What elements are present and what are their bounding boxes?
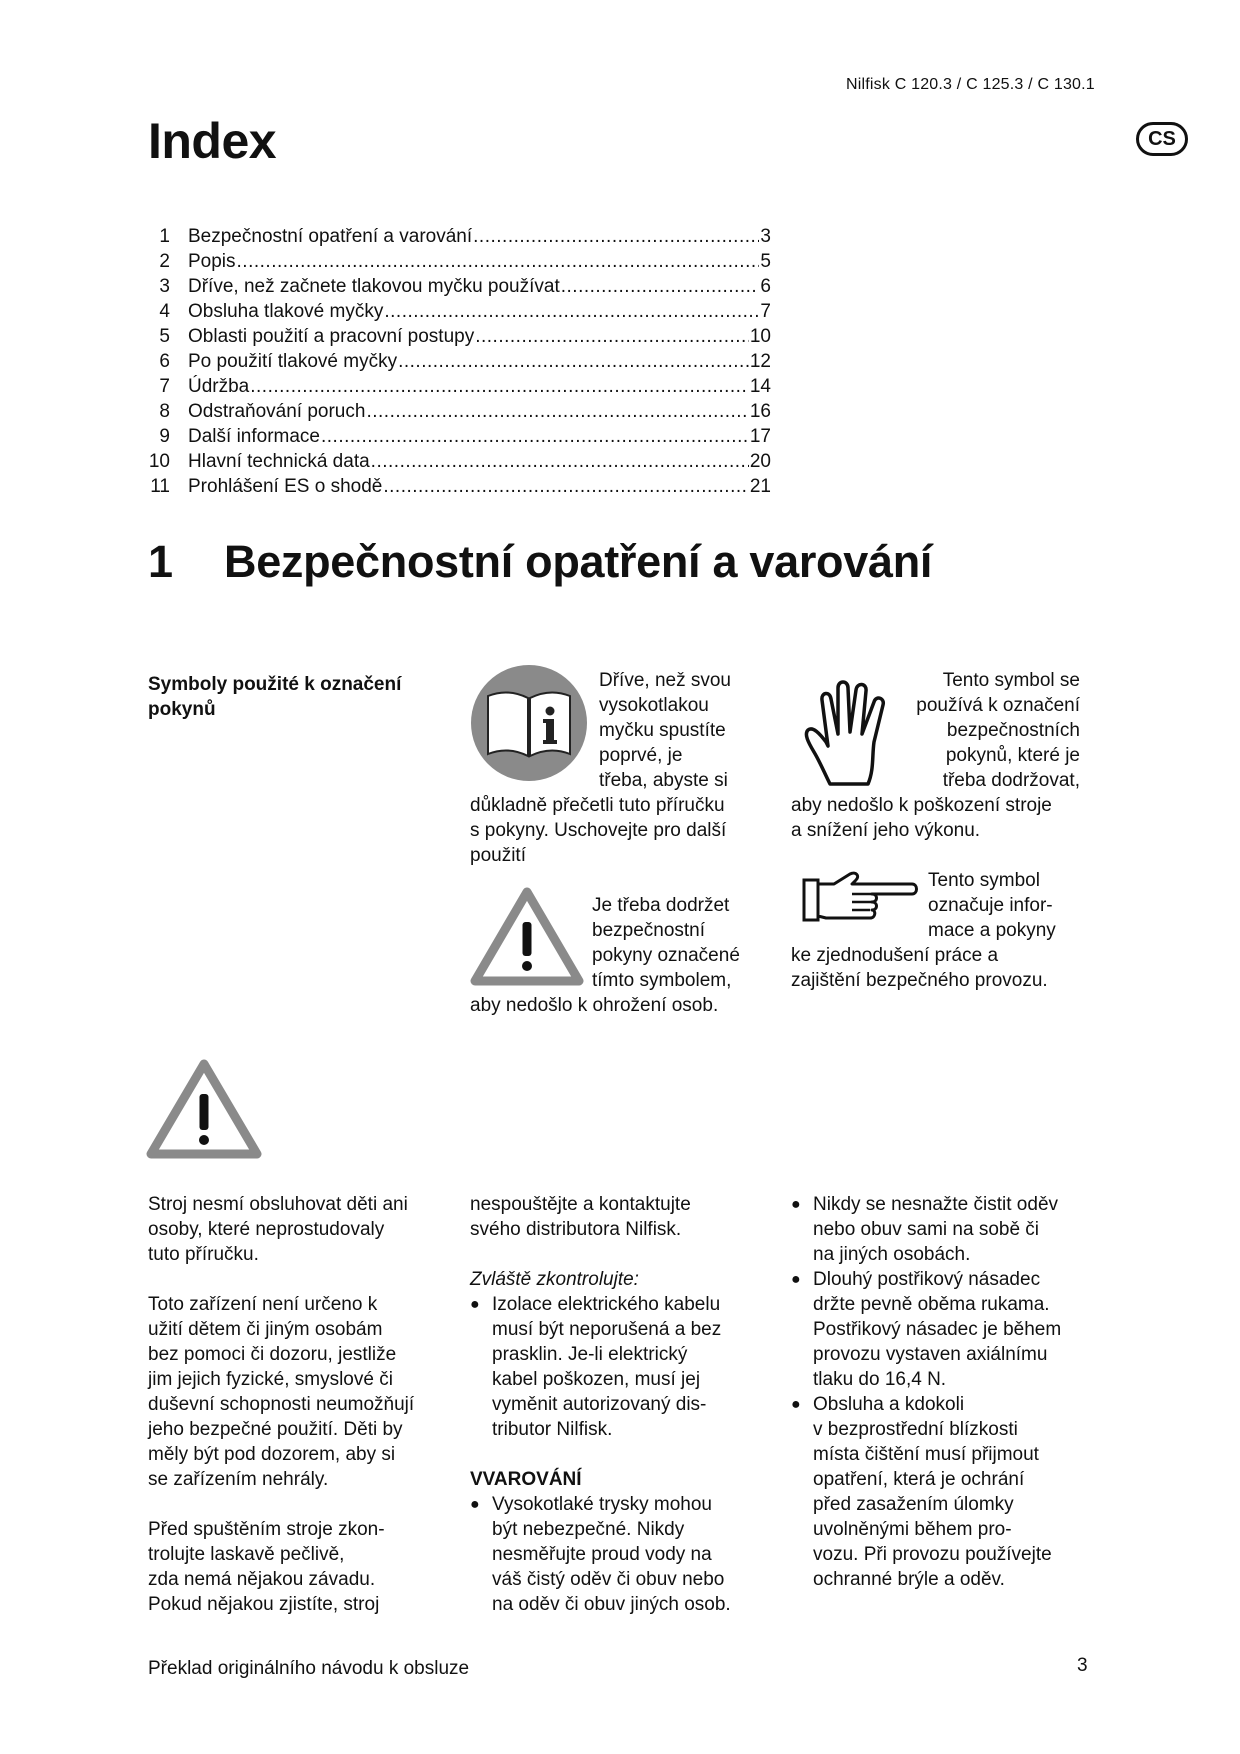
toc-entry-page: 14	[749, 376, 771, 397]
book-symbol-text-full	[470, 793, 726, 868]
toc-leader-dots	[473, 224, 759, 249]
toc-leader-dots	[371, 449, 749, 474]
toc-entry-page: 17	[749, 426, 771, 447]
toc-entry-page: 6	[760, 276, 771, 297]
bullet-item: ● Izolace elektrického kabelu musí být neporušená a bez prasklin. Je-li elektrický kabel poškozen, musí jej vyměnit autorizovaný dis- tributor Nilfisk.	[470, 1292, 770, 1442]
text-column-1	[148, 1192, 448, 1642]
toc-entry-title: Oblasti použití a pracovní postupy	[188, 326, 475, 347]
toc-leader-dots	[237, 249, 760, 274]
text-line: zajištění bezpečného provozu.	[791, 970, 1048, 991]
toc-entry	[148, 349, 771, 374]
text-line: myčku spustíte	[599, 720, 726, 741]
check-heading: Zvláště zkontrolujte:	[470, 1269, 639, 1290]
bullet-item: ● Nikdy se nesnažte čistit oděv nebo obuv sami na sobě či na jiných osobách.	[791, 1192, 1101, 1267]
text-line: aby nedošlo k ohrožení osob.	[470, 995, 719, 1016]
pointing-hand-icon	[800, 866, 920, 928]
paragraph: nespouštějte a kontaktujte svého distributora Nilfisk.	[470, 1194, 691, 1240]
text-line: tímto symbolem,	[592, 970, 732, 991]
book-symbol-text-right	[599, 668, 731, 793]
toc-entry-page: 5	[760, 251, 771, 272]
toc-entry-page: 10	[749, 326, 771, 347]
toc-entry-title: Odstraňování poruch	[188, 401, 366, 422]
toc-entry-number: 1	[159, 226, 170, 247]
bullet-item: ● Dlouhý postřikový násadec držte pevně oběma rukama. Postřikový násadec je během provozu vystaven axiálnímu tlaku do 16,4 N.	[791, 1267, 1101, 1392]
toc-leader-dots	[475, 324, 749, 349]
large-warning-triangle-icon	[146, 1058, 262, 1160]
text-line: aby nedošlo k poškození stroje	[791, 795, 1052, 816]
toc-leader-dots	[398, 349, 749, 374]
table-of-contents	[148, 224, 771, 499]
warning-heading: VVAROVÁNÍ	[470, 1469, 582, 1490]
text-line: a snížení jeho výkonu.	[791, 820, 981, 841]
toc-entry-number: 2	[159, 251, 170, 272]
text-line: pokyny označené	[592, 945, 740, 966]
language-badge: CS	[1136, 122, 1188, 156]
toc-entry	[148, 299, 771, 324]
text-line: použití	[470, 845, 526, 866]
text-column-3	[791, 1192, 1101, 1592]
hand-symbol-text-full	[791, 793, 1052, 843]
text-line: Je třeba dodržet	[592, 895, 730, 916]
warning-triangle-icon	[470, 886, 584, 986]
toc-entry-title: Dříve, než začnete tlakovou myčku používat	[188, 276, 560, 297]
toc-leader-dots	[250, 374, 749, 399]
toc-entry-number: 7	[159, 376, 170, 397]
paragraph: Před spuštěním stroje zkon- trolujte laskavě pečlivě, zda nemá nějakou závadu. Pokud nějakou zjistíte, stroj	[148, 1519, 385, 1615]
toc-entry-title: Popis	[188, 251, 236, 272]
symbols-heading: Symboly použité k označení pokynů	[148, 674, 402, 720]
footer-translation-note: Překlad originálního návodu k obsluze	[148, 1658, 470, 1679]
warning-symbol-text-right	[592, 893, 740, 993]
toc-entry-title: Obsluha tlakové myčky	[188, 301, 384, 322]
section-number: 1	[148, 536, 174, 587]
toc-entry-number: 8	[159, 401, 170, 422]
toc-entry-number: 5	[159, 326, 170, 347]
toc-entry-title: Po použití tlakové myčky	[188, 351, 398, 372]
text-line: Tento symbol se	[942, 670, 1080, 691]
text-line: s pokyny. Uschovejte pro další	[470, 820, 727, 841]
toc-leader-dots	[384, 299, 759, 324]
text-column-2	[470, 1192, 770, 1642]
toc-leader-dots	[366, 399, 748, 424]
index-title: Index	[148, 113, 277, 169]
text-line: třeba, abyste si	[599, 770, 728, 791]
toc-leader-dots	[383, 474, 749, 499]
toc-entry-page: 7	[760, 301, 771, 322]
pointer-symbol-text-right	[928, 868, 1056, 943]
toc-entry-title: Údržba	[188, 376, 250, 397]
text-line: mace a pokyny	[928, 920, 1056, 941]
text-line: ke zjednodušení práce a	[791, 945, 999, 966]
text-line: pokynů, které je	[945, 745, 1080, 766]
toc-entry	[148, 374, 771, 399]
document-model-header: Nilfisk C 120.3 / C 125.3 / C 130.1	[846, 76, 1095, 93]
toc-entry	[148, 424, 771, 449]
section-title: Bezpečnostní opatření a varování	[224, 536, 933, 587]
toc-entry-number: 4	[159, 301, 170, 322]
toc-entry	[148, 249, 771, 274]
text-line: třeba dodržovat,	[942, 770, 1080, 791]
bullet-item: ● Obsluha a kdokoli v bezprostřední blízkosti místa čištění musí přijmout opatření, která je ochrání před zasažením úlomky uvolněnými během pro- vozu. Při provozu používejte ochranné brýle a oděv.	[791, 1392, 1101, 1592]
bullet-item: ● Vysokotlaké trysky mohou být nebezpečné. Nikdy nesměřujte proud vody na váš čistý oděv či obuv nebo na oděv či obuv jiných osob.	[470, 1492, 770, 1617]
toc-entry	[148, 274, 771, 299]
warning-symbol-text-full	[470, 993, 718, 1018]
toc-entry-title: Bezpečnostní opatření a varování	[188, 226, 473, 247]
toc-entry-page: 3	[760, 226, 771, 247]
text-line: Tento symbol	[928, 870, 1040, 891]
toc-entry-number: 11	[150, 476, 170, 497]
toc-entry-number: 10	[148, 451, 170, 472]
text-line: bezpečnostní	[592, 920, 706, 941]
hand-symbol-text-right	[800, 668, 1080, 793]
toc-entry-page: 21	[749, 476, 771, 497]
toc-leader-dots	[321, 424, 749, 449]
toc-entry-number: 6	[159, 351, 170, 372]
toc-entry	[148, 449, 771, 474]
text-line: označuje infor-	[928, 895, 1053, 916]
paragraph: Stroj nesmí obsluhovat děti ani osoby, které neprostudovaly tuto příručku.	[148, 1194, 408, 1265]
toc-entry-page: 12	[749, 351, 771, 372]
toc-entry	[148, 474, 771, 499]
toc-entry-page: 16	[749, 401, 771, 422]
toc-entry-number: 9	[159, 426, 170, 447]
paragraph: Toto zařízení není určeno k užití dětem či jiným osobám bez pomoci či dozoru, jestliže jim jejich fyzické, smyslové či duševní schopnosti neumožňují jeho bezpečné použití. Děti by měly být pod dozorem, aby si se zařízením nehrály.	[148, 1294, 415, 1490]
toc-leader-dots	[561, 274, 760, 299]
toc-entry	[148, 399, 771, 424]
toc-entry-number: 3	[159, 276, 170, 297]
text-line: bezpečnostních	[946, 720, 1080, 741]
text-line: Dříve, než svou	[599, 670, 731, 691]
manual-book-icon	[470, 664, 588, 782]
text-line: důkladně přečetli tuto příručku	[470, 795, 725, 816]
text-line: vysokotlakou	[599, 695, 709, 716]
toc-entry-page: 20	[749, 451, 771, 472]
page-number: 3	[1077, 1655, 1088, 1676]
toc-entry-title: Další informace	[188, 426, 320, 447]
toc-entry-title: Prohlášení ES o shodě	[188, 476, 383, 497]
text-line: používá k označení	[916, 695, 1080, 716]
pointer-symbol-text-full	[791, 943, 1048, 993]
text-line: poprvé, je	[599, 745, 683, 766]
toc-entry	[148, 224, 771, 249]
toc-entry	[148, 324, 771, 349]
toc-entry-title: Hlavní technická data	[188, 451, 370, 472]
